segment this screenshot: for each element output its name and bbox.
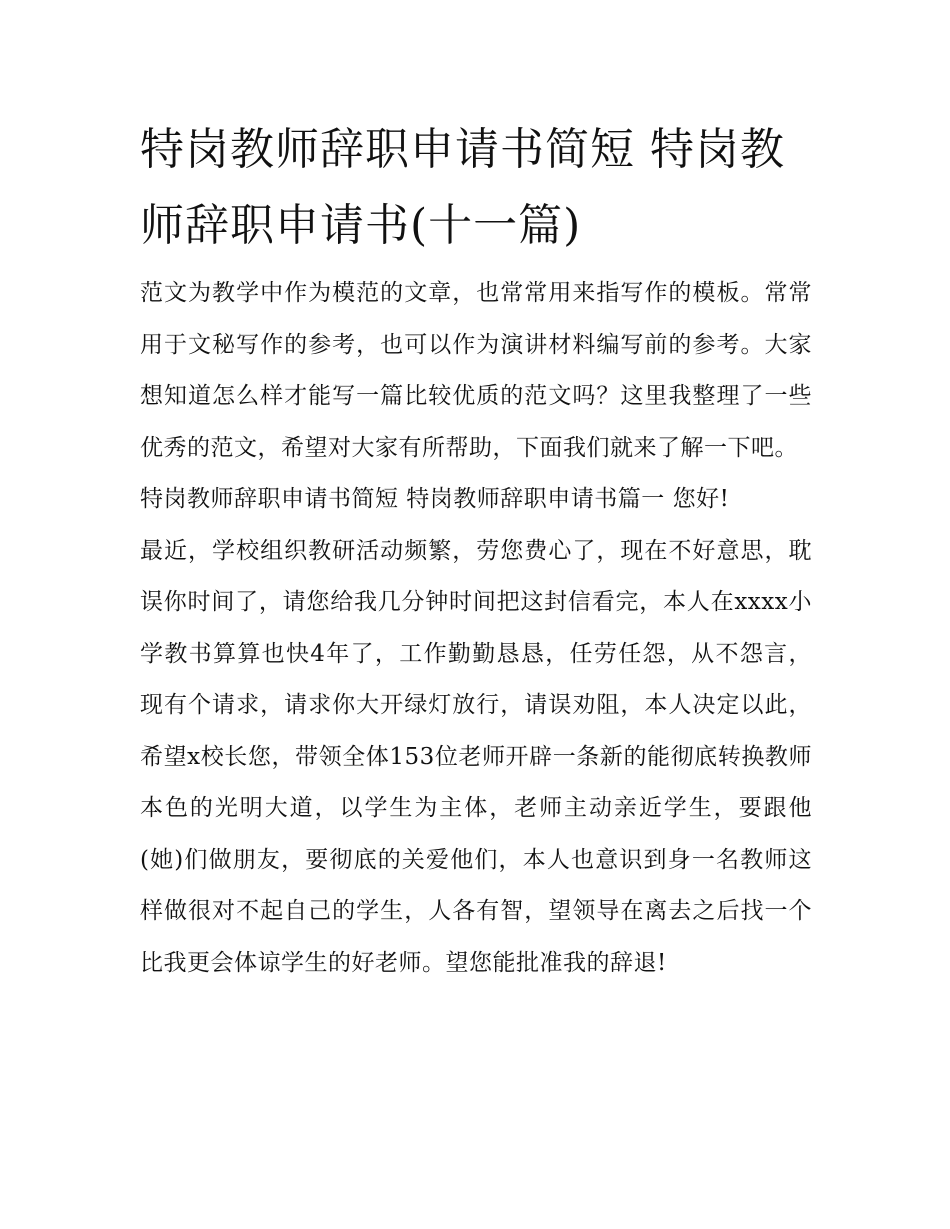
document-page	[140, 112, 812, 989]
body-paragraph: 最近，学校组织教研活动频繁，劳您费心了，现在不好意思，耽误你时间了，请您给我几分钟时间把这封信看完，本人在xxxx小学教书算算也快4年了，工作勤勤恳恳，任劳任怨，从不怨言，现有个请求，请求你大开绿灯放行，请误劝阻，本人决定以此，希望x校长您，带领全体153位老师开辟一条新的能彻底转换教师本色的光明大道，以学生为主体，老师主动亲近学生，要跟他(她)们做朋友，要彻底的关爱他们，本人也意识到身一名教师这样做很对不起自己的学生，人各有智，望领导在离去之后找一个比我更会体谅学生的好老师。望您能批准我的辞退!	[140, 537, 812, 976]
intro-paragraph: 范文为教学中作为模范的文章，也常常用来指写作的模板。常常用于文秘写作的参考，也可以作为演讲材料编写前的参考。大家想知道怎么样才能写一篇比较优质的范文吗？这里我整理了一些优秀的范文，希望对大家有所帮助，下面我们就来了解一下吧。	[140, 280, 812, 461]
section-heading: 特岗教师辞职申请书简短 特岗教师辞职申请书篇一 您好!	[140, 486, 730, 512]
document-title: 特岗教师辞职申请书简短 特岗教师辞职申请书(十一篇)	[140, 124, 785, 251]
